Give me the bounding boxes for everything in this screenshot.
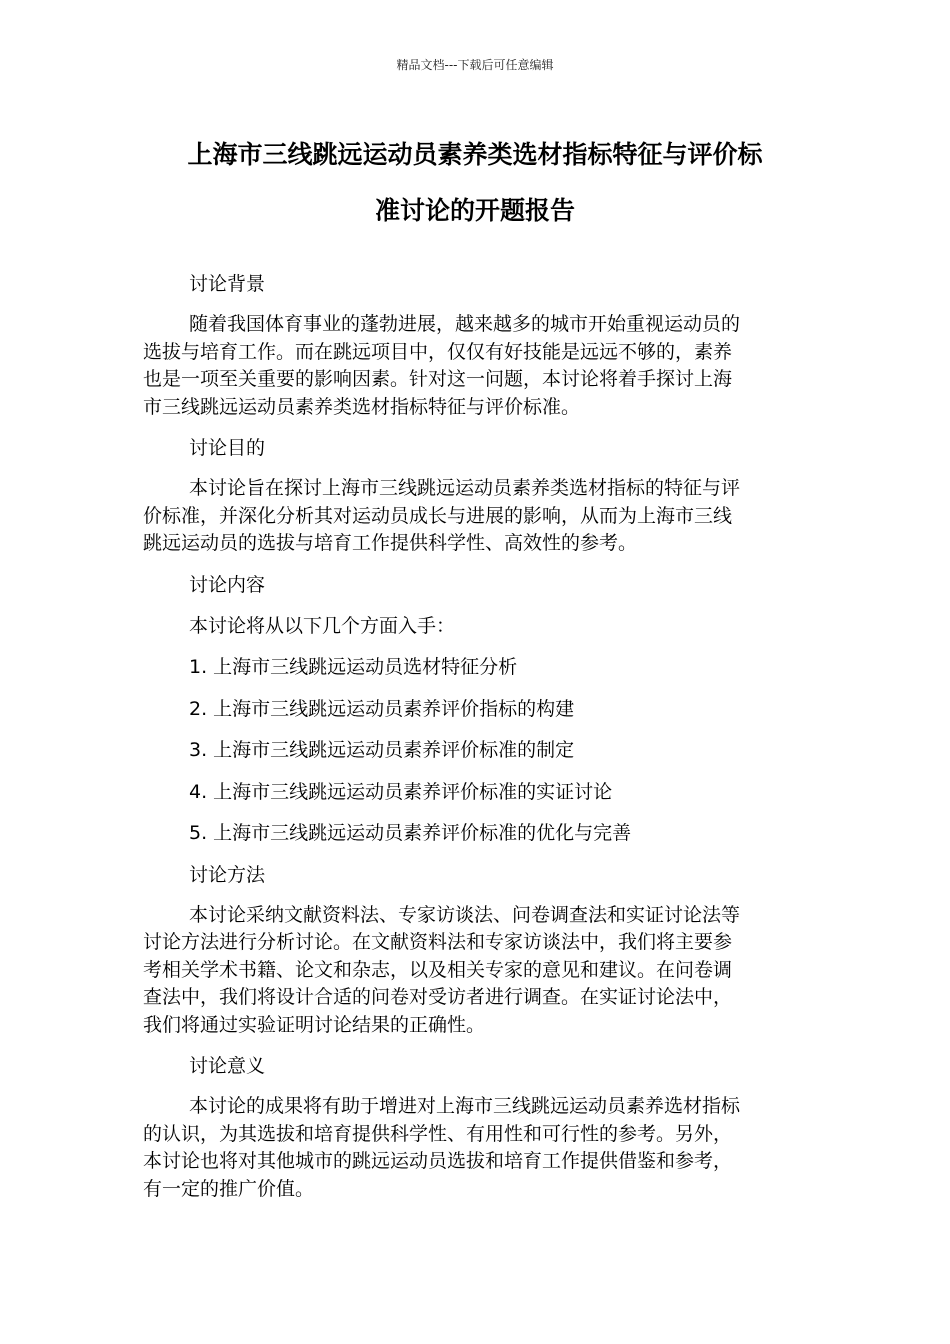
paragraph-background <box>143 311 793 421</box>
section-heading-background: 讨论背景 <box>189 273 266 295</box>
section-heading-significance: 讨论意义 <box>189 1055 266 1077</box>
paragraph-line: 价标准，并深化分析其对运动员成长与进展的影响，从而为上海市三线 <box>143 504 733 527</box>
paragraph-line: 本讨论旨在探讨上海市三线跳远运动员素养类选材指标的特征与评 <box>189 477 741 499</box>
paragraph-line: 有一定的推广价值。 <box>143 1177 315 1200</box>
section-heading-content: 讨论内容 <box>189 573 266 596</box>
list-item: 4. 上海市三线跳远运动员素养评价标准的实证讨论 <box>189 780 613 803</box>
section-heading-purpose: 讨论目的 <box>189 437 266 459</box>
paragraph-line: 本讨论也将对其他城市的跳远运动员选拔和培育工作提供借鉴和参考， <box>143 1150 733 1172</box>
paragraph-line: 讨论方法进行分析讨论。在文献资料法和专家访谈法中，我们将主要参 <box>143 931 733 953</box>
list-item: 5. 上海市三线跳远运动员素养评价标准的优化与完善 <box>189 822 632 844</box>
paragraph-line: 随着我国体育事业的蓬勃进展，越来越多的城市开始重视运动员的 <box>189 313 741 335</box>
paragraph-line: 我们将通过实验证明讨论结果的正确性。 <box>143 1013 486 1036</box>
section-heading-method: 讨论方法 <box>189 863 266 886</box>
paragraph-line: 选拔与培育工作。而在跳远项目中，仅仅有好技能是远远不够的，素养 <box>143 340 733 363</box>
paragraph-line: 本讨论的成果将有助于增进对上海市三线跳远运动员素养选材指标 <box>189 1095 741 1117</box>
paragraph-line: 查法中，我们将设计合适的问卷对受访者进行调查。在实证讨论法中， <box>143 986 733 1008</box>
document-title-line-1: 上海市三线跳远运动员素养类选材指标特征与评价标 <box>187 140 763 169</box>
paragraph-line: 考相关学术书籍、论文和杂志，以及相关专家的意见和建议。在问卷调 <box>143 958 733 981</box>
document-body <box>143 270 793 1216</box>
paragraph-purpose <box>143 475 793 558</box>
list-item: 1. 上海市三线跳远运动员选材特征分析 <box>189 656 518 678</box>
paragraph-line: 也是一项至关重要的影响因素。针对这一问题，本讨论将着手探讨上海 <box>143 368 733 390</box>
paragraph-line: 本讨论采纳文献资料法、专家访谈法、问卷调查法和实证讨论法等 <box>189 903 741 926</box>
paragraph-significance <box>143 1093 793 1203</box>
document-title-line-2: 准讨论的开题报告 <box>374 196 575 225</box>
list-item: 2. 上海市三线跳远运动员素养评价指标的构建 <box>189 697 575 720</box>
header-note: 精品文档---下载后可任意编辑 <box>396 58 554 72</box>
paragraph-line: 的认识，为其选拔和培育提供科学性、有用性和可行性的参考。另外， <box>143 1122 733 1145</box>
paragraph-line: 市三线跳远运动员素养类选材指标特征与评价标准。 <box>143 395 581 418</box>
content-intro: 本讨论将从以下几个方面入手： <box>189 614 456 637</box>
list-item: 3. 上海市三线跳远运动员素养评价标准的制定 <box>189 739 575 761</box>
paragraph-line: 跳远运动员的选拔与培育工作提供科学性、高效性的参考。 <box>143 532 638 554</box>
paragraph-method <box>143 902 793 1040</box>
